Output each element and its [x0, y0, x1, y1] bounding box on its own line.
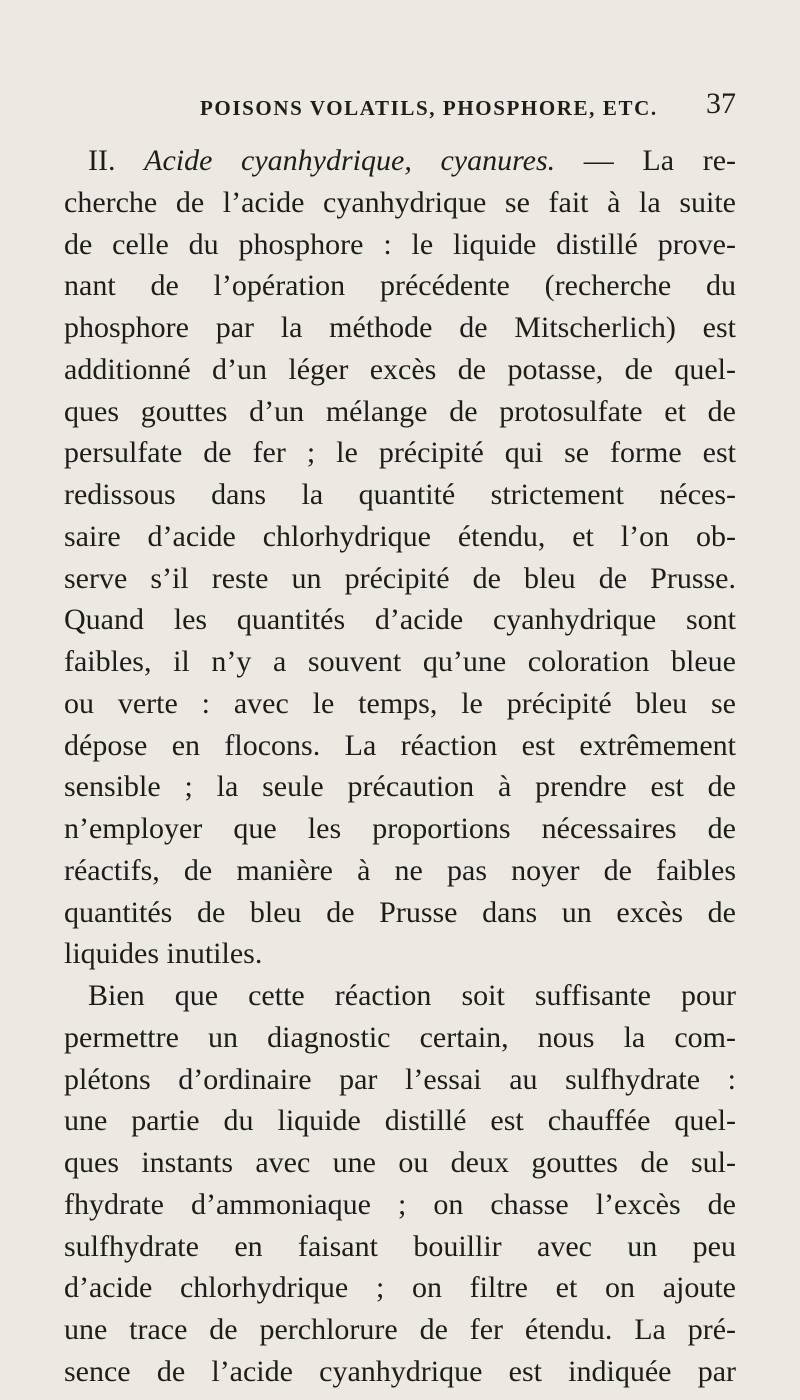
text-line: réactifs, de manière à ne pas noyer de faibles: [64, 853, 736, 887]
text-line: de celle du phosphore : le liquide distillé prove-: [64, 227, 736, 261]
text-line: additionné d’un léger excès de potasse, de quel-: [64, 352, 736, 386]
text-line: Quand les quantités d’acide cyanhydrique sont: [64, 603, 736, 637]
text-line: quantités de bleu de Prusse dans un excès de: [64, 895, 736, 929]
text-line: ques gouttes d’un mélange de protosulfate et de: [64, 394, 736, 428]
body-text: [64, 140, 736, 1393]
text-line: redissous dans la quantité strictement néces-: [64, 478, 736, 511]
text-line: phosphore par la méthode de Mitscherlich) est: [64, 311, 736, 344]
text-line: une trace de perchlorure de fer étendu. La pré-: [64, 1313, 736, 1346]
text-line: ou verte : avec le temps, le précipité bleu se: [64, 686, 736, 720]
page-number: 37: [706, 87, 736, 120]
text-line: serve s’il reste un précipité de bleu de Prusse.: [64, 561, 736, 595]
text-line: ques instants avec une ou deux gouttes de sul-: [64, 1146, 736, 1179]
text-line: nant de l’opération précédente (recherche du: [64, 269, 736, 303]
text-line: d’acide chlorhydrique ; on filtre et on ajoute: [64, 1271, 736, 1305]
text-line: saire d’acide chlorhydrique étendu, et l’on ob-: [64, 519, 736, 553]
text-line: sensible ; la seule précaution à prendre est de: [64, 770, 736, 804]
text-line: n’employer que les proportions nécessaires de: [64, 812, 736, 845]
text-line: fhydrate d’ammoniaque ; on chasse l’excès de: [64, 1187, 736, 1221]
section-title-continuation: — La re-: [555, 144, 737, 177]
text-line: une partie du liquide distillé est chauffée quel-: [64, 1104, 736, 1138]
text-line: Bien que cette réaction soit suffisante pour: [88, 979, 736, 1012]
page-header: [64, 88, 736, 124]
text-line: liquides inutiles.: [64, 937, 263, 971]
section-heading-line: [64, 140, 736, 182]
text-line: dépose en flocons. La réaction est extrêmement: [64, 728, 736, 762]
section-title: Acide cyanhydrique, cyanures.: [144, 144, 556, 177]
section-number: II.: [88, 144, 116, 177]
text-line: faibles, il n’y a souvent qu’une coloration bleue: [64, 645, 736, 678]
text-line: sulfhydrate en faisant bouillir avec un peu: [64, 1229, 736, 1263]
text-line: cherche de l’acide cyanhydrique se fait à la suite: [64, 185, 736, 219]
text-line: permettre un diagnostic certain, nous la com-: [64, 1020, 736, 1054]
text-line: sence de l’acide cyanhydrique est indiquée par: [64, 1354, 736, 1388]
running-title: POISONS VOLATILS, PHOSPHORE, ETC.: [200, 96, 658, 120]
text-line: plétons d’ordinaire par l’essai au sulfhydrate :: [64, 1062, 736, 1096]
text-line: persulfate de fer ; le précipité qui se forme est: [64, 436, 736, 470]
